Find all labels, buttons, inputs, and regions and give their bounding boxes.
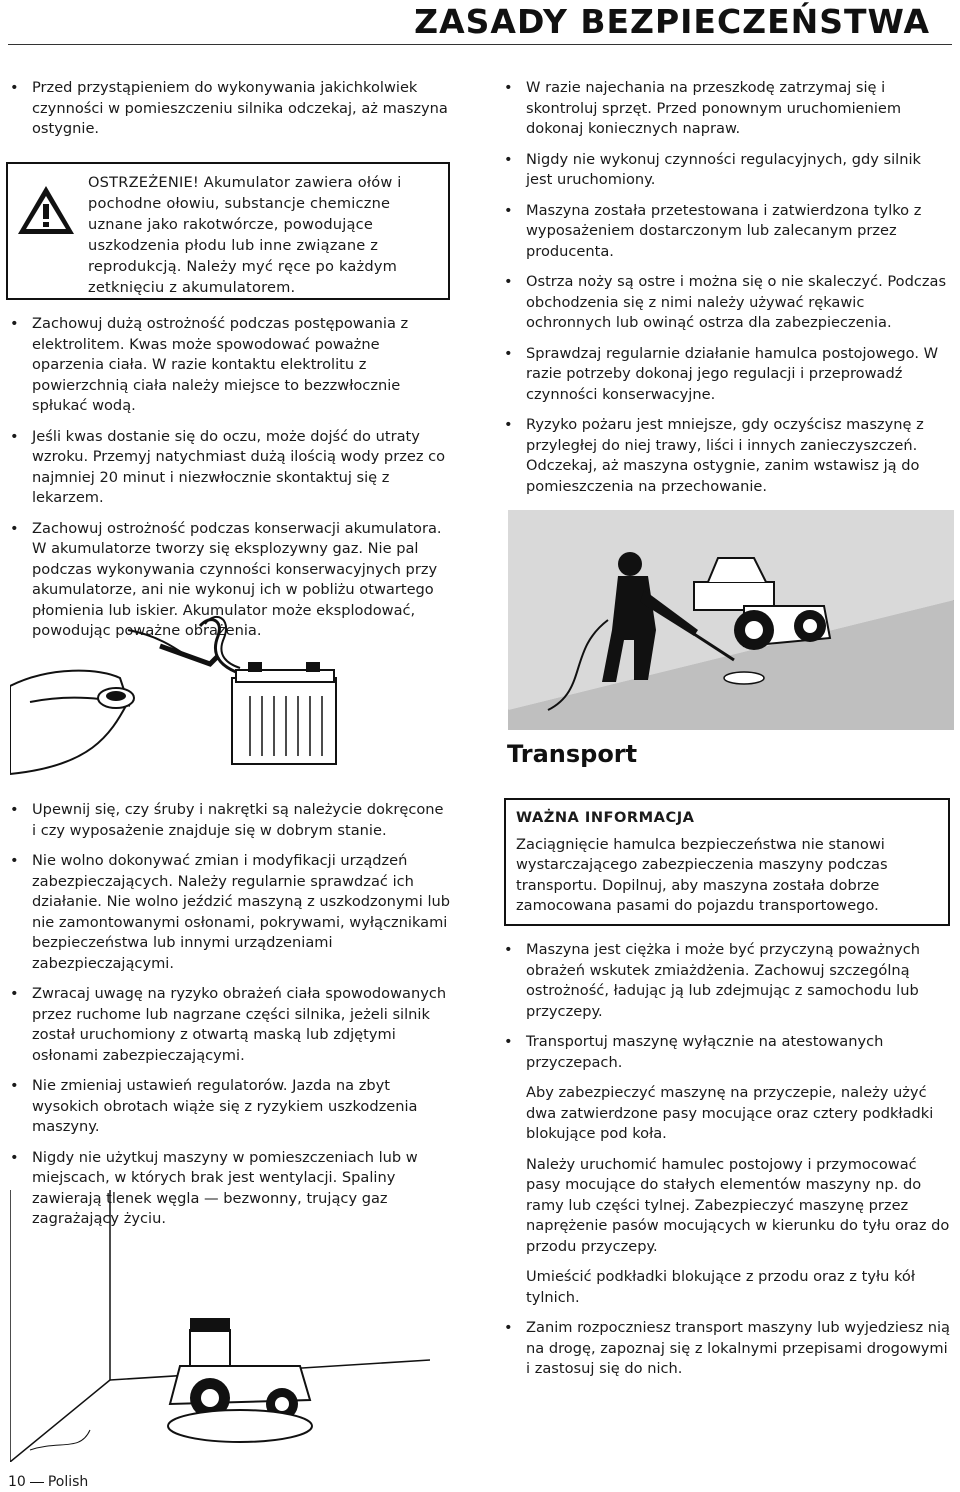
important-info-box (504, 798, 950, 926)
footer-language: Polish (47, 1474, 89, 1490)
list-item: • Sprawdzaj regularnie działanie hamulca postojowego. W razie potrzeby dokonaj jego regulacji i przeprowadź czynności konserwacyjne. (504, 344, 950, 406)
list-item: • Nigdy nie użytkuj maszyny w pomieszczeniach lub w miejscach, w których brak jest wentylacji. Spaliny zawierają tlenek węgla — bezwonny, trujący gaz zagrażający życiu. (10, 1148, 452, 1230)
paragraph: Umieścić podkładki blokujące z przodu oraz z tyłu kół tylnich. (526, 1268, 915, 1306)
footer-dash (30, 1482, 44, 1483)
section-heading: Transport (507, 740, 638, 768)
page-number: 10 (8, 1474, 26, 1490)
battery-illustration (10, 606, 470, 776)
important-info-text: Zaciągnięcie hamulca bezpieczeństwa nie stanowi wystarczającego zabezpieczenia maszyny podczas transportu. Dopilnuj, aby maszyna została dobrze zamocowana pasami do pojazdu transportowego. (516, 835, 888, 914)
list-item: • Maszyna została przetestowana i zatwierdzona tylko z wyposażeniem dostarczonym lub zalecanym przez producenta. (504, 201, 950, 263)
list-item: • Zachowuj ostrożność podczas konserwacji akumulatora. W akumulatorze tworzy się eksplozywny gaz. Nie pal podczas wykonywania czynności konserwacyjnych przy akumulatorze, ani nie wykonuj ich w pobliżu otwartego płomienia lub iskier. Akumulator może eksplodować, powodując poważne obrażenia. (10, 519, 450, 642)
left-top-bullets (10, 314, 450, 652)
page-footer (8, 1474, 88, 1490)
list-item: • Zachowuj dużą ostrożność podczas postępowania z elektrolitem. Kwas może spowodować poważne oparzenia ciała. W razie kontaktu elektrolitu z powierzchnią ciała należy miejsce to bezzwłocznie spłukać wodą. (10, 314, 450, 417)
right-bottom-column (504, 940, 950, 1390)
list-item: • Maszyna jest ciężka i może być przyczyną poważnych obrażeń wskutek zmiażdżenia. Zachowuj szczególną ostrożność, ładując ją lub zdejmując z samochodu lub przyczepy. (504, 940, 950, 1022)
list-item: • Upewnij się, czy śruby i nakrętki są należycie dokręcone i czy wyposażenie znajduje się w dobrym stanie. (10, 800, 452, 841)
list-item: • Nie zmieniaj ustawień regulatorów. Jazda na zbyt wysokich obrotach wiąże się z ryzykiem uszkodzenia maszyny. (10, 1076, 452, 1138)
page-title: ZASADY BEZPIECZEŃSTWA (414, 2, 930, 41)
left-bottom-column (10, 800, 452, 1240)
list-item: • Zanim rozpoczniesz transport maszyny lub wyjedziesz nią na drogę, zapoznaj się z lokalnymi przepisami drogowymi i zastosuj się do nich. (504, 1318, 950, 1380)
garage-illustration (10, 1190, 430, 1462)
list-item: • Transportuj maszynę wyłącznie na atestowanych przyczepach. (504, 1032, 950, 1073)
list-item: • Ostrza noży są ostre i można się o nie skaleczyć. Podczas obchodzenia się z nimi należy używać rękawic ochronnych lub owinąć ostrza dla zabezpieczenia. (504, 272, 950, 334)
list-item: • Jeśli kwas dostanie się do oczu, może dojść do utraty wzroku. Przemyj natychmiast dużą ilością wody przez co najmniej 20 minut i niezwłocznie skontaktuj się z lekarzem. (10, 427, 450, 509)
washing-illustration (508, 510, 954, 730)
warning-box (6, 162, 450, 300)
header-divider (8, 44, 952, 45)
right-top-column (504, 78, 950, 507)
list-item: • Przed przystąpieniem do wykonywania jakichkolwiek czynności w pomieszczeniu silnika odczekaj, aż maszyna ostygnie. (10, 78, 450, 140)
paragraph: Należy uruchomić hamulec postojowy i przymocować pasy mocujące do stałych elementów maszyny np. do ramy lub części tylnej. Zabezpieczyć maszynę przez naprężenie pasów mocujących w kierunku do tyłu oraz do przodu przyczepy. (526, 1155, 950, 1255)
paragraph: Aby zabezpieczyć maszynę na przyczepie, należy użyć dwa zatwierdzone pasy mocujące oraz cztery podkładki blokujące pod koła. (526, 1084, 934, 1142)
list-item: • Nie wolno dokonywać zmian i modyfikacji urządzeń zabezpieczających. Należy regularnie sprawdzać ich działanie. Nie wolno jeździć maszyną z uszkodzonymi lub nie zamontowanymi osłonami, pokrywami, wyłącznikami bezpieczeństwa lub innymi urządzeniami zabezpieczającymi. (10, 851, 452, 974)
list-item: • Ryzyko pożaru jest mniejsze, gdy oczyścisz maszynę z przyległej do niej trawy, liści i innych zanieczyszczeń. Odczekaj, aż maszyna ostygnie, zanim wstawisz ją do pomieszczenia na przechowanie. (504, 415, 950, 497)
list-item: • Zwracaj uwagę na ryzyko obrażeń ciała spowodowanych przez ruchome lub nagrzane części silnika, jeżeli silnik został uruchomiony z otwartą maską lub zdjętymi osłonami zabezpieczającymi. (10, 984, 452, 1066)
important-info-title: WAŻNA INFORMACJA (516, 809, 695, 826)
warning-triangle-icon (16, 184, 76, 236)
warning-text: OSTRZEŻENIE! Akumulator zawiera ołów i pochodne ołowiu, substancje chemiczne uznane jako rakotwórcze, powodujące uszkodzenia płodu lub inne związane z reprodukcją. Należy myć ręce po każdym zetknięciu z akumulatorem. (88, 174, 402, 296)
list-item: • W razie najechania na przeszkodę zatrzymaj się i skontroluj sprzęt. Przed ponownym uruchomieniem dokonaj koniecznych napraw. (504, 78, 950, 140)
list-item: • Nigdy nie wykonuj czynności regulacyjnych, gdy silnik jest uruchomiony. (504, 150, 950, 191)
left-top-column (10, 78, 450, 150)
